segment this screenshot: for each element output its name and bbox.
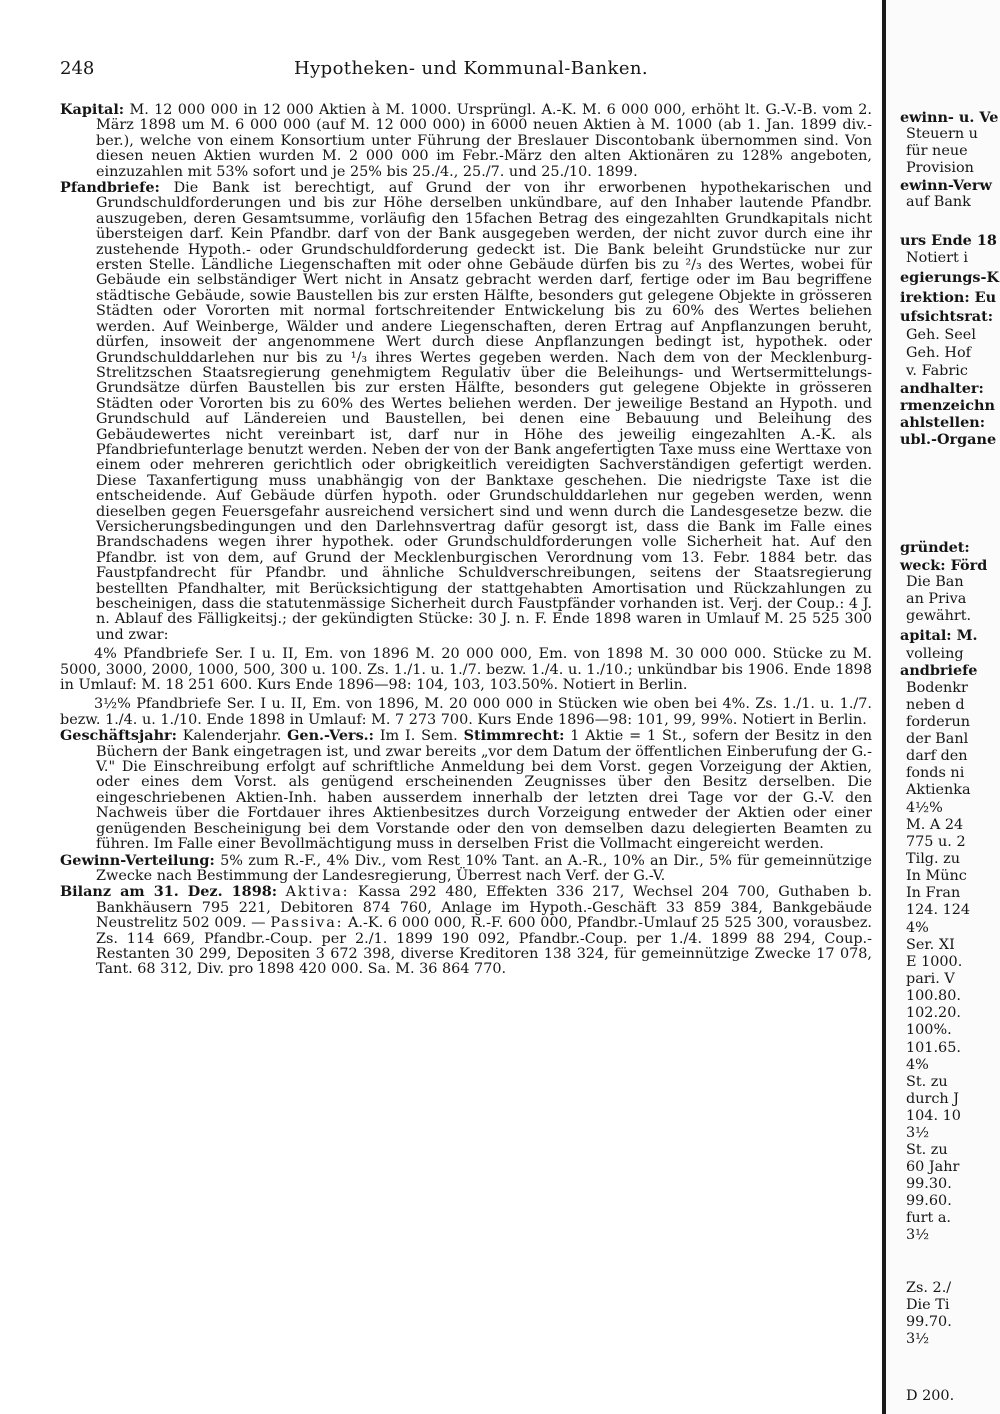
- pfandbrief-issue-4pct: 4% Pfandbriefe Ser. I u. II, Em. von 1896 M. 20 000 000, Em. von 1898 M. 30 000 000. Stücke zu M. 5000, 3000, 2000, 1000, 500, 300 u. 100. Zs. 1./1. u. 1./7. bezw. 1./4. u. 1./10.; unkündbar bis 1906. Ende 1898 in Umlauf: M. 18 251 600. Kurs Ende 1896—98: 104, 103, 103.50%. Notiert in Berlin.: [60, 646, 872, 694]
- margin-line: darf den: [906, 748, 968, 764]
- margin-line: 101.65.: [906, 1040, 961, 1056]
- margin-line: Bodenkr: [906, 680, 968, 696]
- section-text-gewinn: 5% zum R.-F., 4% Div., vom Rest 10% Tant. an A.-R., 10% an Dir., 5% für gemeinnützige Zwecke nach Bestimmung der Landesregierung, Überrest nach Verf. der G.-V.: [96, 852, 872, 884]
- margin-line: v. Fabric: [906, 363, 968, 379]
- margin-line: 3½: [906, 1125, 930, 1141]
- margin-line: St. zu: [906, 1142, 948, 1158]
- section-label-pfandbriefe: Pfandbriefe:: [60, 179, 160, 197]
- margin-line: volleing: [906, 646, 964, 662]
- margin-line: Notiert i: [906, 250, 968, 266]
- margin-line: 3½: [906, 1331, 930, 1347]
- margin-line: an Priva: [906, 591, 967, 607]
- margin-line: ubl.-Organe: [900, 431, 997, 448]
- running-title: Hypotheken- und Kommunal-Banken.: [293, 58, 648, 79]
- margin-line: Tilg. zu: [906, 851, 961, 867]
- margin-line: urs Ende 18: [900, 232, 997, 249]
- margin-line: D 200.: [906, 1388, 955, 1404]
- adjacent-page-margin: [882, 0, 1000, 1414]
- page-header: [60, 58, 882, 86]
- section-label-gewinn: Gewinn-Verteilung:: [60, 851, 215, 869]
- margin-line: gewährt.: [906, 608, 972, 624]
- margin-line: 775 u. 2: [906, 834, 966, 850]
- margin-line: 99.70.: [906, 1314, 952, 1330]
- margin-line: 100.80.: [906, 988, 961, 1004]
- page-number: 248: [60, 58, 95, 79]
- section-geschaeftsjahr: [60, 728, 872, 852]
- margin-line: 99.60.: [906, 1193, 952, 1209]
- margin-line: 60 Jahr: [906, 1159, 960, 1175]
- margin-line: neben d: [906, 697, 965, 713]
- section-pfandbriefe: [60, 180, 872, 643]
- margin-line: Aktienka: [906, 782, 971, 798]
- margin-line: 102.20.: [906, 1005, 961, 1021]
- margin-line: 4½%: [906, 800, 943, 816]
- margin-line: M. A 24: [906, 817, 964, 833]
- main-column: [60, 102, 872, 978]
- margin-line: apital: M.: [900, 627, 978, 644]
- margin-line: 124. 124: [906, 902, 971, 918]
- section-text-geschaeftsjahr: Kalenderjahr.: [182, 728, 282, 745]
- margin-line: E 1000.: [906, 954, 963, 970]
- margin-line: ewinn- u. Ve: [900, 109, 999, 126]
- margin-line: Ser. XI: [906, 937, 955, 953]
- margin-line: der Banl: [906, 731, 969, 747]
- section-gewinn-verteilung: [60, 853, 872, 885]
- margin-line: Provision: [906, 160, 974, 176]
- margin-line: weck: Förd: [900, 557, 988, 574]
- margin-line: ewinn-Verw: [900, 177, 992, 194]
- section-label-geschaeftsjahr: Geschäftsjahr:: [60, 727, 177, 745]
- margin-line: gründet:: [900, 539, 970, 556]
- section-text-gen-vers: Im I. Sem.: [379, 728, 458, 745]
- section-text-kapital: M. 12 000 000 in 12 000 Aktien à M. 1000. Ursprüngl. A.-K. M. 6 000 000, erhöht lt. G.-V.-B. vom 2. März 1898 um M. 6 000 000 (auf M. 12 000 000) in 6000 neuen Aktien à M. 1000 (ab 1. Jan. 1899 div.-ber.), welche von einem Konsortium unter Führung der Breslauer Discontobank übernommen sind. Von diesen neuen Aktien wurden M. 2 000 000 im Febr.-März den alten Aktionären zu 128% angeboten, einzuzahlen mit 53% sofort und je 25% bis 25./4., 25./7. und 25./10. 1899.: [96, 102, 873, 180]
- margin-line: rmenzeichn: [900, 397, 995, 414]
- bilanz-aktiva-text: Kassa 292 480, Effekten 336 217, Wechsel 204 700, Guthaben b. Bankhäusern 795 221, Debitoren 874 760, Anlage im Hypoth.-Geschäft 33 859 384, Bankgebäude Neustrelitz 502 009. —: [96, 884, 872, 932]
- margin-line: ufsichtsrat:: [900, 308, 994, 325]
- bilanz-aktiva-label: Aktiva:: [285, 884, 350, 901]
- margin-line: furt a.: [906, 1210, 951, 1226]
- margin-line: Geh. Seel: [906, 327, 976, 343]
- margin-line: egierungs-K: [900, 269, 999, 286]
- bilanz-passiva-label: Passiva:: [270, 915, 344, 932]
- margin-line: 4%: [906, 920, 929, 936]
- margin-line: Steuern u: [906, 126, 978, 142]
- margin-line: irektion: Eu: [900, 289, 997, 306]
- margin-line: auf Bank: [906, 194, 971, 210]
- margin-line: andhalter:: [900, 380, 984, 397]
- margin-line: 100%.: [906, 1022, 952, 1038]
- margin-line: durch J: [906, 1091, 960, 1107]
- section-label-stimmrecht: Stimmrecht:: [463, 727, 565, 745]
- margin-line: andbriefe: [900, 662, 978, 679]
- pfandbrief-issue-3-5pct: 3½% Pfandbriefe Ser. I u. II, Em. von 1896, M. 20 000 000 in Stücken wie oben bei 4%. Zs. 1./1. u. 1./7. bezw. 1./4. u. 1./10. Ende 1898 in Umlauf: M. 7 273 700. Kurs Ende 1896—98: 101, 99, 99%. Notiert in Berlin.: [60, 696, 872, 728]
- margin-line: für neue: [906, 143, 968, 159]
- margin-line: 3½: [906, 1227, 930, 1243]
- margin-line: In Fran: [906, 885, 961, 901]
- margin-line: Zs. 2./: [906, 1280, 952, 1296]
- margin-line: St. zu: [906, 1074, 948, 1090]
- margin-line: In Münc: [906, 868, 967, 884]
- section-text-pfandbriefe: Die Bank ist berechtigt, auf Grund der von ihr erworbenen hypothekarischen und Grundschuldforderungen und bis zur Höhe derselben unkündbare, auf den Inhaber lautende Pfandbr. auszugeben, deren Gesamtsumme, vorläufig den 15fachen Betrag des eingezahlten Grundkapitals nicht übersteigen darf. Kein Pfandbr. darf von der Bank ausgegeben werden, der nicht zuvor durch eine ihr zustehende Hypoth.- oder Grundschuldforderung gedeckt ist. Die Bank beleiht Grundstücke nur zur ersten Stelle. Ländliche Liegenschaften mit oder ohne Gebäude dürfen bis zu ²/₃ des Wertes, wobei für Gebäude ein selbständiger Wert nicht in Ansatz gebracht werden darf, fertige oder im Bau begriffene städtische Gebäude, sowie Baustellen bis zur ersten Hälfte, besonders gut gelegene Objekte in grösseren Städten oder Vororten mit normal fortschreitender Entwickelung bis zu 60% des Wertes beliehen werden. Auf Weinberge, Wälder und andere Liegenschaften, deren Ertrag auf Anpflanzungen beruht, dürfen, insoweit der angenommene Wert durch diese Anpflanzungen bedingt ist, hypothek. oder Grundschulddarlehen nur bis zu ¹/₃ ihres Wertes gegeben werden. Nach dem von der Mecklenburg-Strelitzschen Staatsregierung genehmigtem Regulativ über die Beleihungs- und Wertsermittelungs-Grundsätze dürfen Baustellen bis zur ersten Hälfte, besonders gut gelegene Objekte in grösseren Städten oder Vororten bis zu 60% des Wertes beliehen werden. Der jeweilige Bestand an Hypoth. und Grundschuld auf Ländereien und Baustellen, bei denen eine Bebauung und Beleihung des Gebäudewertes nicht vereinbart ist, darf nur in Höhe des jeweilig eingezahlten A.-K. als Pfandbriefunterlage benutzt werden. Neben der von der Bank angefertigten Taxe muss eine Werttaxe von einem oder mehreren gerichtlich oder obrigkeitlich vereidigten Sachverständigen gefertigt werden. Diese Taxanfertigung muss unabhängig von der Banktaxe geschehen. Die niedrigste Taxe ist die entscheidende. Auf Gebäude dürfen hypoth. oder Grundschulddarlehen nur gegeben werden, wenn dieselben gegen Feuersgefahr ausreichend versichert sind und wenn durch die Landesgesetze bezw. die Versicherungsbedingungen und den Darlehnsvertrag dafür gesorgt ist, dass die Bank im Falle eines Brandschadens wegen ihrer hypothek. oder Grundschuldforderungen volle Sicherheit hat. Auf den Pfandbr. ist von dem, auf Grund der Mecklenburgischen Verordnung vom 13. Febr. 1884 betr. das Faustpfandrecht für Pfandbr. und ähnliche Schuldverschreibungen, seitens der Staatsregierung bestellten Pfandhalter, mit Berücksichtigung der stattgehabten Amortisation und Rückzahlungen zu bescheinigen, dass die statutenmässige Sicherheit durch Faustpfänder vorhanden ist. Verj. der Coup.: 4 J. n. Ablauf des Fälligkeitsj.; der gekündigten Stücke: 30 J. n. F. Ende 1898 waren in Umlauf M. 25 525 300 und zwar:: [96, 180, 873, 643]
- margin-line: fonds ni: [906, 765, 965, 781]
- margin-line: Die Ti: [906, 1297, 950, 1313]
- section-text-stimmrecht: 1 Aktie = 1 St., sofern der Besitz in den Büchern der Bank eingetragen ist, und zwar bereits „vor dem Datum der öffentlichen Einberufung der G.-V." Die Einschreibung erfolgt auf schriftliche Anmeldung bei dem Vorst. gegen Vorzeigung der Aktien, oder eines dem Vorst. als genügend erscheinenden Zeugnisses über den Besitz derselben. Die eingeschriebenen Aktien-Inh. haben ausserdem innerhalb der letzten drei Tage vor der G.-V. den Nachweis über die Fortdauer ihres Aktienbesitzes durch Vorzeigung entweder der Aktien oder einer genügenden Bescheinigung bei dem Vorstande oder den von demselben dazu delegierten Beamten zu führen. Im Falle einer Bevollmächtigung muss in derselben Frist die Vollmacht eingereicht werden.: [96, 728, 872, 853]
- margin-line: forderun: [906, 714, 971, 730]
- section-label-bilanz: Bilanz am 31. Dez. 1898:: [60, 883, 278, 901]
- margin-line: Geh. Hof: [906, 345, 971, 361]
- bilanz-passiva-text: A.-K. 6 000 000, R.-F. 600 000, Pfandbr.-Umlauf 25 525 300, vorausbez. Zs. 114 669, Pfandbr.-Coup. per 2./1. 1899 190 092, Pfandbr.-Coup. per 1./4. 1899 88 294, Coup.-Restanten 30 299, Depositen 3 672 398, diverse Kreditoren 138 324, für gemeinnützige Zwecke 17 078, Tant. 68 312, Div. pro 1898 420 000. Sa. M. 36 864 770.: [96, 915, 873, 978]
- margin-line: 104. 10: [906, 1108, 961, 1124]
- section-label-gen-vers: Gen.-Vers.:: [287, 727, 374, 745]
- section-bilanz: [60, 884, 872, 977]
- margin-line: 99.30.: [906, 1176, 952, 1192]
- margin-line: Die Ban: [906, 574, 964, 590]
- section-label-kapital: Kapital:: [60, 101, 125, 118]
- margin-line: ahlstellen:: [900, 414, 986, 431]
- margin-line: pari. V: [906, 971, 955, 987]
- margin-line: 4%: [906, 1057, 929, 1073]
- section-kapital: [60, 102, 872, 180]
